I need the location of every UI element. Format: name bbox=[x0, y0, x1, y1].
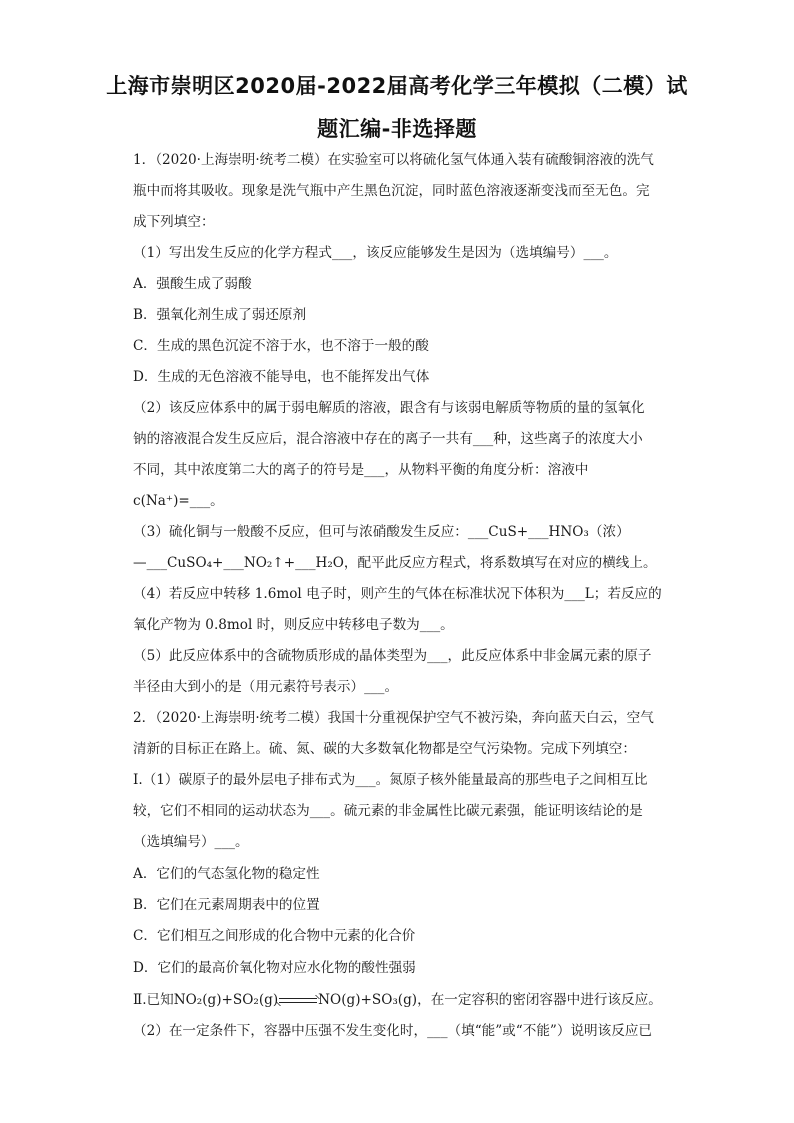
document-title-line-1: 上海市崇明区2020届-2022届高考化学三年模拟（二模）试 bbox=[106, 74, 688, 98]
body-line: 2．（2020·上海崇明·统考二模）我国十分重视保护空气不被污染，奔向蓝天白云，空气 bbox=[133, 710, 654, 726]
document-title-line-2: 题汇编-非选择题 bbox=[317, 117, 477, 141]
body-line: —___CuSO₄+___NO₂↑+___H₂O，配平此反应方程式，将系数填写在对应的横线上。 bbox=[133, 555, 657, 571]
body-line: B．它们在元素周期表中的位置 bbox=[133, 897, 320, 913]
body-line: （2）该反应体系中的属于弱电解质的溶液，跟含有与该弱电解质等物质的量的氢氧化 bbox=[133, 400, 645, 416]
body-line: C．它们相互之间形成的化合物中元素的化合价 bbox=[133, 928, 416, 944]
body-line: 较，它们不相同的运动状态为___。硫元素的非金属性比碳元素强，能证明该结论的是 bbox=[133, 803, 643, 819]
body-line: 钠的溶液混合发生反应后，混合溶液中存在的离子一共有___种，这些离子的浓度大小 bbox=[133, 431, 643, 447]
body-line: 瓶中而将其吸收。现象是洗气瓶中产生黑色沉淀，同时蓝色溶液逐渐变浅而至无色。完 bbox=[133, 183, 650, 199]
body-line: c(Na⁺)=___。 bbox=[133, 493, 224, 509]
body-line: 成下列填空： bbox=[133, 214, 215, 230]
body-line: D．生成的无色溶液不能导电，也不能挥发出气体 bbox=[133, 369, 430, 385]
body-line: C．生成的黑色沉淀不溶于水，也不溶于一般的酸 bbox=[133, 338, 429, 354]
equilibrium-line bbox=[133, 990, 668, 1010]
eq-prefix: Ⅱ.已知 bbox=[133, 992, 174, 1008]
body-line: I.（1）碳原子的最外层电子排布式为___。氮原子核外能量最高的那些电子之间相互比 bbox=[133, 772, 648, 788]
body-line: A．强酸生成了弱酸 bbox=[133, 276, 252, 292]
body-line: 半径由大到小的是（用元素符号表示）___。 bbox=[133, 679, 399, 695]
eq-left: NO₂(g)+SO₂(g) bbox=[173, 992, 279, 1008]
eq-suffix: ，在一定容积的密闭容器中进行该反应。 bbox=[417, 992, 662, 1008]
body-line: A．它们的气态氢化物的稳定性 bbox=[133, 866, 320, 882]
body-line: （3）硫化铜与一般酸不反应，但可与浓硝酸发生反应：___CuS+___HNO₃（浓） bbox=[133, 524, 630, 540]
body-line: 清新的目标正在路上。硫、氮、碳的大多数氧化物都是空气污染物。完成下列填空： bbox=[133, 741, 636, 757]
body-line-last: （2）在一定条件下，容器中压强不发生变化时，___（填“能”或“不能”）说明该反应已 bbox=[133, 1023, 653, 1039]
body-line: 1．（2020·上海崇明·统考二模）在实验室可以将硫化氢气体通入装有硫酸铜溶液的洗气 bbox=[133, 152, 654, 168]
equilibrium-arrow-icon bbox=[278, 996, 318, 1006]
body-line: B．强氧化剂生成了弱还原剂 bbox=[133, 307, 307, 323]
body-line: （4）若反应中转移 1.6mol 电子时，则产生的气体在标准状况下体积为___L；若反应的 bbox=[133, 586, 662, 602]
body-line: 氧化产物为 0.8mol 时，则反应中转移电子数为___。 bbox=[133, 617, 454, 633]
body-line: D．它们的最高价氧化物对应水化物的酸性强弱 bbox=[133, 960, 416, 976]
body-line: 不同，其中浓度第二大的离子的符号是___，从物料平衡的角度分析：溶液中 bbox=[133, 462, 589, 478]
body-line: （1）写出发生反应的化学方程式___，该反应能够发生是因为（选填编号）___。 bbox=[133, 245, 618, 261]
eq-right: NO(g)+SO₃(g) bbox=[318, 992, 418, 1008]
body-line: （5）此反应体系中的含硫物质形成的晶体类型为___，此反应体系中非金属元素的原子 bbox=[133, 648, 652, 664]
body-line: （选填编号）___。 bbox=[133, 834, 249, 850]
